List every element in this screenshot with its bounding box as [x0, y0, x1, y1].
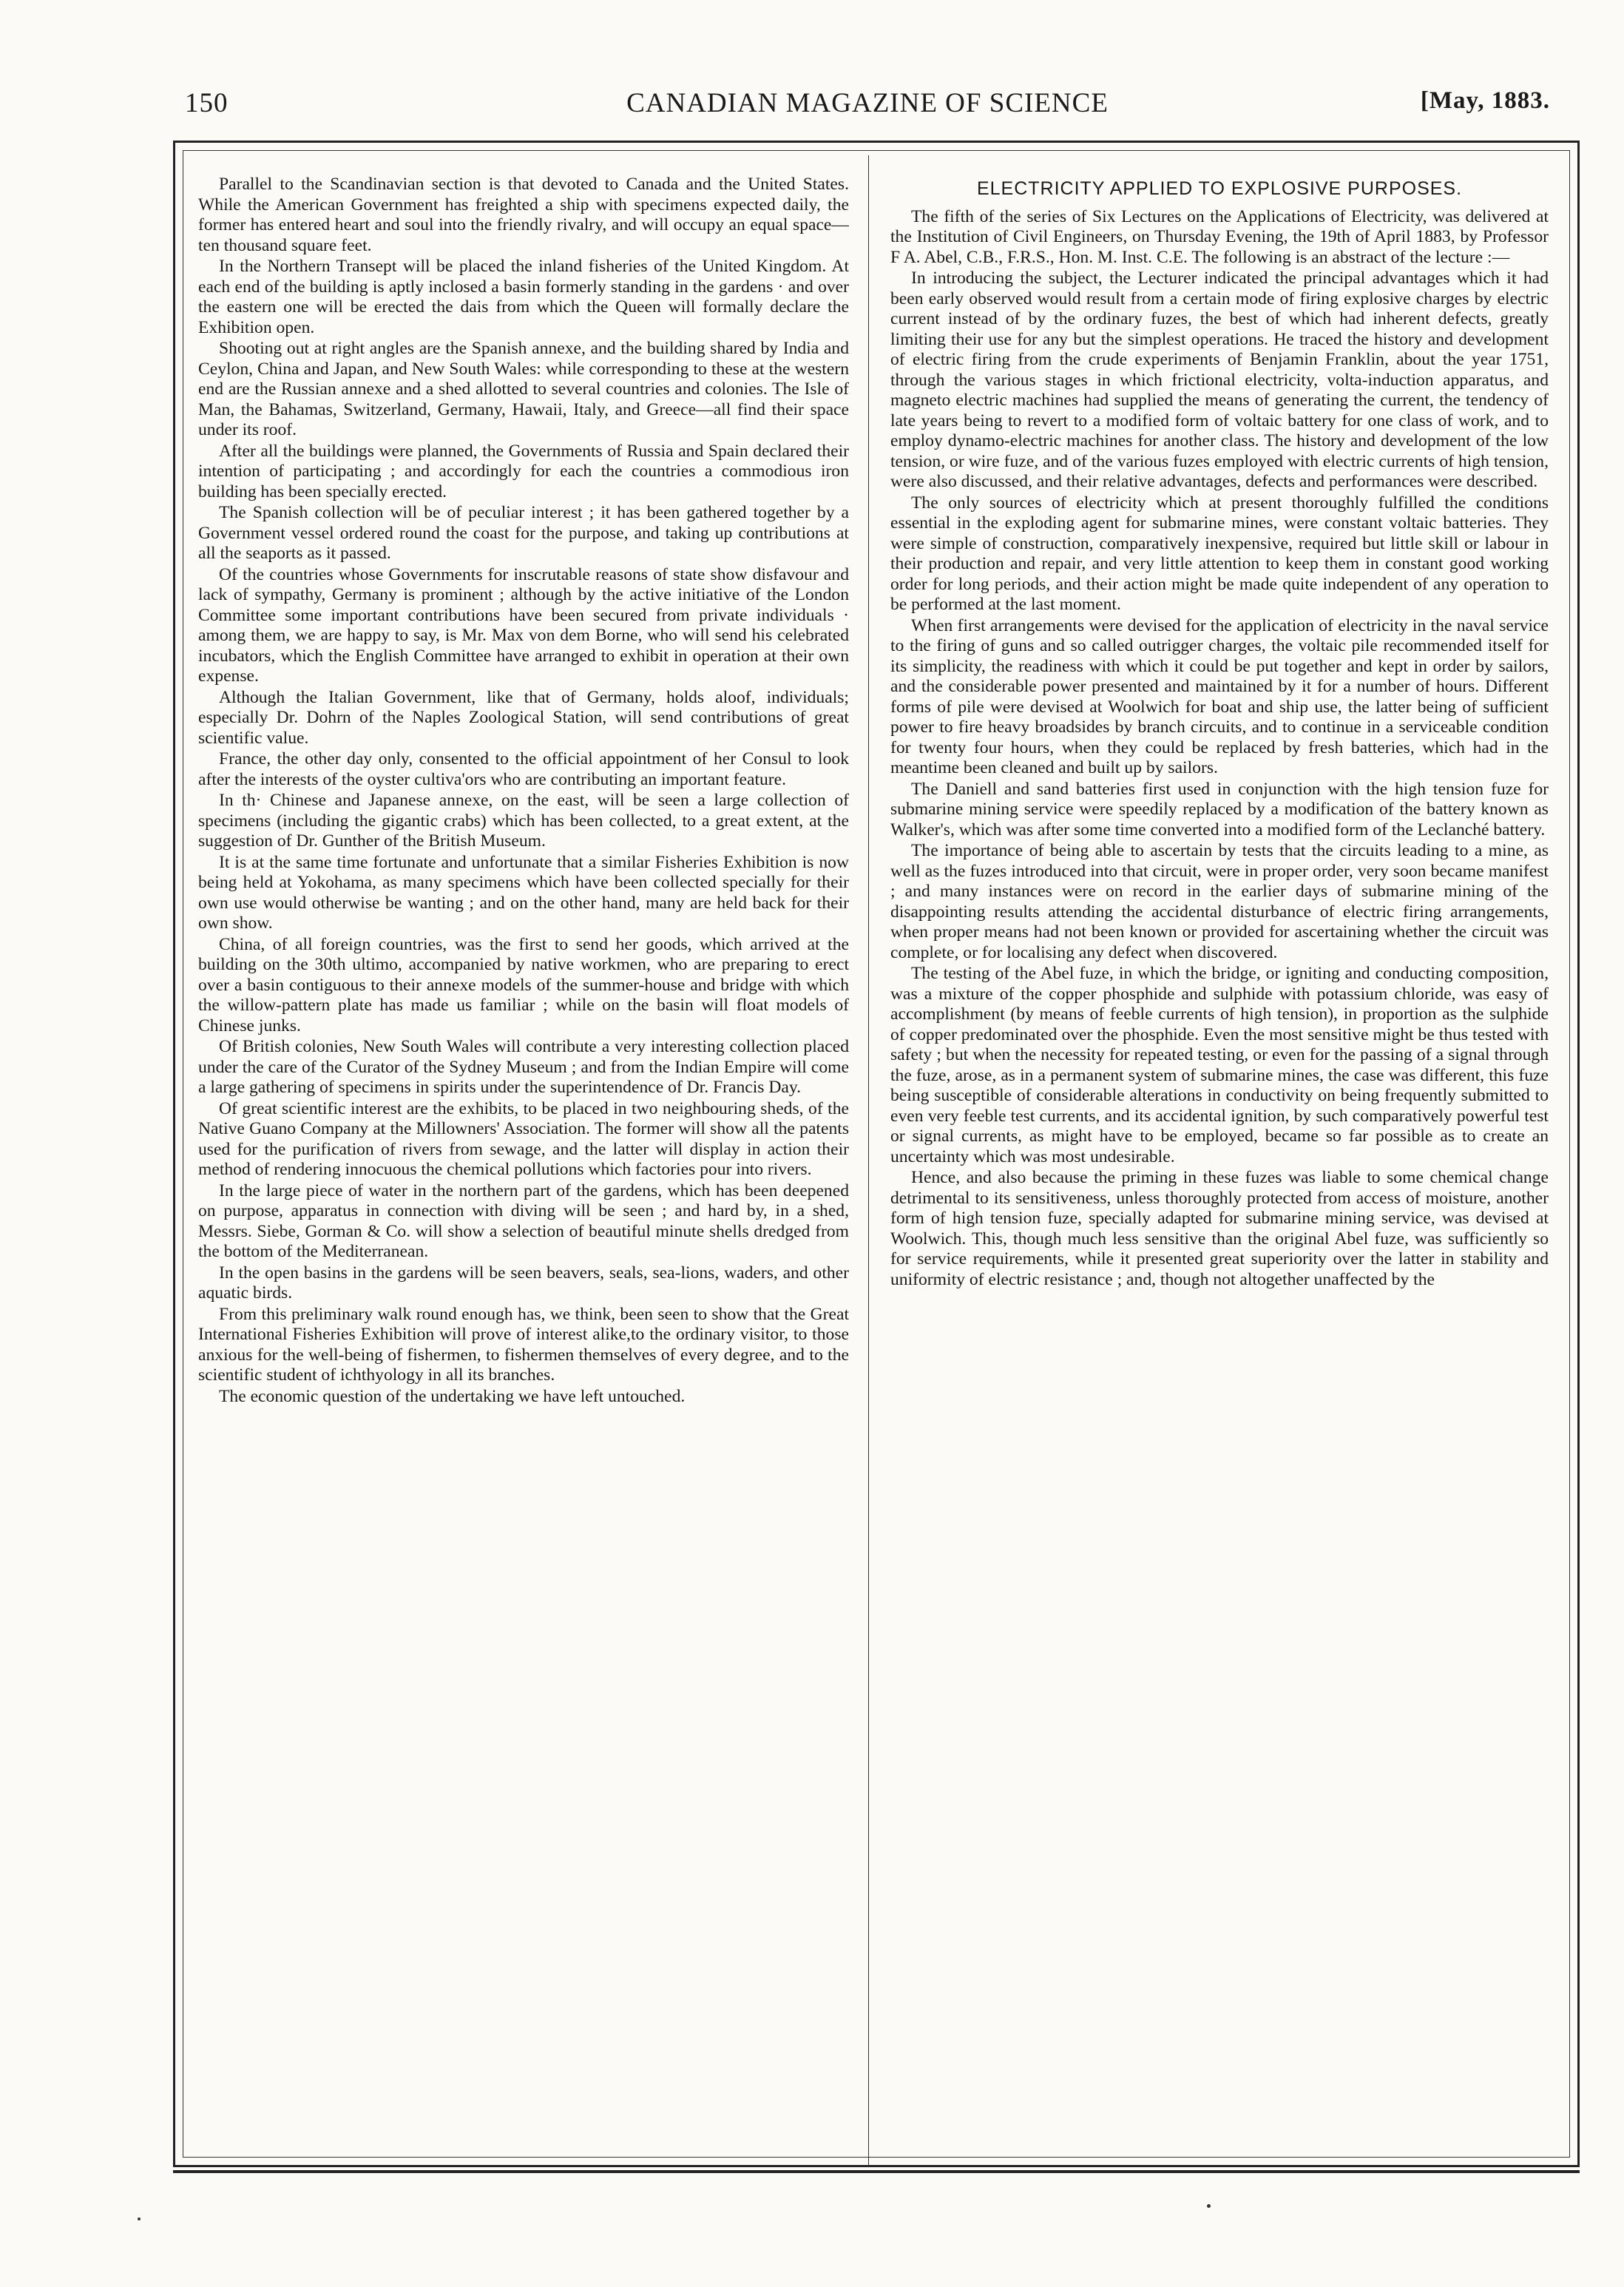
running-header [185, 87, 1550, 132]
right-paragraph: The Daniell and sand batteries first used in conjunction with the high tension fuze for submarine mining service were speedily replaced by a modification of the battery known as Walker's, which was after some time converted into a modified form of the Leclanché battery. [890, 779, 1549, 840]
left-paragraph: After all the buildings were planned, the Governments of Russia and Spain declared their intention of participating ; and accordingly for each the countries a commodious iron building has been specially erected. [198, 441, 849, 501]
left-paragraph: The economic question of the undertaking we have left untouched. [219, 1386, 686, 1406]
left-paragraph: Of great scientific interest are the exhibits, to be placed in two neighbouring sheds, of the Native Guano Company at the Millowners' Association. The former will show all the patents used for the purification of rivers from sewage, and the latter will display in action their method of rendering innocuous the chemical pollutions which factories pour into rivers. [198, 1098, 849, 1179]
article-title: ELECTRICITY APPLIED TO EXPLOSIVE PURPOSES. [976, 178, 1463, 199]
right-column [890, 175, 1549, 2154]
left-paragraph: In the Northern Transept will be placed the inland fisheries of the United Kingdom. At each end of the building is aptly inclosed a basin formerly standing in the gardens · and over the eastern one will be erected the dais from which the Queen will formally declare the Exhibition open. [198, 257, 849, 337]
left-column [198, 175, 849, 2154]
right-paragraph: In introducing the subject, the Lecturer indicated the principal advantages which it had been early observed would result from a certain mode of firing explosive charges by electric current instead of by the ordinary fuzes, the best of which had inherent defects, greatly limiting their use for any but the simplest operations. He traced the history and development of electric firing from the crude experiments of Benjamin Franklin, about the year 1751, through the various stages in which frictional electricity, volta-induction apparatus, and magneto electric machines had supplied the means of generating the current, the tendency of late years being to revert to a modified form of voltaic battery for one class of work, and to employ dynamo-electric machines for another class. The history and development of the low tension, or wire fuze, and of the various fuzes employed with electric currents of high tension, were also discussed, and their relative advantages, defects and performances were described. [890, 268, 1549, 491]
left-paragraph: France, the other day only, consented to the official appointment of her Consul to look after the interests of the oyster cultiva'ors who are contributing an important feature. [198, 749, 849, 789]
left-paragraph: In th· Chinese and Japanese annexe, on the east, will be seen a large collection of specimens (including the gigantic crabs) which has been collected, to a great extent, at the suggestion of Dr. Gunther of the British Museum. [198, 791, 849, 851]
right-paragraph: The fifth of the series of Six Lectures on the Applications of Electricity, was delivered at the Institution of Civil Engineers, on Thursday Evening, the 19th of April 1883, by Professor F A. Abel, C.B., F.R.S., Hon. M. Inst. C.E. The following is an abstract of the lecture :— [890, 206, 1549, 267]
right-paragraph: Hence, and also because the priming in these fuzes was liable to some chemical change detrimental to its sensitiveness, unless thoroughly protected from access of moisture, another form of high tension fuze, specially adapted for submarine mining service, was devised at Woolwich. This, though much less sensitive than the original Abel fuze, was sufficiently so for service requirements, while it presented great superiority over the latter in stability and uniformity of electric resistance ; and, though not altogether unaffected by the [890, 1168, 1549, 1289]
right-paragraph: When first arrangements were devised for the application of electricity in the naval service to the firing of guns and so called outrigger charges, the voltaic pile recommended itself for its simplicity, the readiness with which it could be put together and kept in order by sailors, and the considerable power presented and maintained by it for a number of hours. Different forms of pile were devised at Woolwich for boat and ship use, the latter being of sufficient power to fire heavy broadsides by branch circuits, and to continue in a serviceable condition for twenty four hours, when they could be replaced by fresh batteries, which had in the meantime been cleaned and built up by sailors. [890, 615, 1549, 777]
left-paragraph: Of the countries whose Governments for inscrutable reasons of state show disfavour and lack of sympathy, Germany is prominent ; although by the active initiative of the London Committee some important contributions have been secured from private individuals · among them, we are happy to say, is Mr. Max von dem Borne, who will send his celebrated incubators, which the English Committee have arranged to exhibit in operation at their own expense. [198, 564, 849, 686]
running-title: CANADIAN MAGAZINE OF SCIENCE [626, 88, 1109, 118]
column-divider [868, 155, 869, 2167]
right-paragraph: The testing of the Abel fuze, in which the bridge, or igniting and conducting composition, was a mixture of the copper phosphide and sulphide with potassium chloride, was easy of accomplishment (by means of feeble currents of high tension), in proportion as the sulphide of copper predominated over the phosphide. Even the most sensitive might be thus tested with safety ; but when the necessity for repeated testing, or even for the passing of a signal through the fuze, arose, as in a permanent system of submarine mines, the case was different, this fuze being susceptible of considerable alterations in conductivity on being frequently submitted to even very feeble test currents, and its accidental ignition, by such comparatively powerful test or signal currents, as might have to be employed, became so far possible as to create an uncertainty which was most undesirable. [890, 964, 1549, 1166]
right-paragraph: The importance of being able to ascertain by tests that the circuits leading to a mine, as well as the fuzes introduced into that circuit, were in proper order, very soon became manifest ; and many instances were on record in the earlier days of submarine mining of the disappointing results attending the accidental disturbance of electric firing arrangements, when proper means had not been known or provided for ascertaining whether the circuit was complete, or for localising any defect when discovered. [890, 841, 1549, 962]
ink-speck [138, 2217, 141, 2220]
issue-date: [May, 1883. [1420, 87, 1550, 114]
left-paragraph: From this preliminary walk round enough has, we think, been seen to show that the Great International Fisheries Exhibition will prove of interest alike,to the ordinary visitor, to those anxious for the well-being of fishermen, to fishermen themselves of every degree, and to the scientific student of ichthyology in all its branches. [198, 1304, 849, 1385]
left-paragraph: The Spanish collection will be of peculiar interest ; it has been gathered together by a Government vessel ordered round the coast for the purpose, and taking up contributions at all the seaports as it passed. [198, 503, 849, 563]
left-paragraph: In the open basins in the gardens will be seen beavers, seals, sea-lions, waders, and other aquatic birds. [198, 1263, 849, 1303]
bottom-rule [173, 2170, 1580, 2173]
left-paragraph: In the large piece of water in the northern part of the gardens, which has been deepened on purpose, apparatus in connection with diving will be seen ; and hard by, in a shed, Messrs. Siebe, Gorman & Co. will show a selection of beautiful minute shells dredged from the bottom of the Mediterranean. [198, 1180, 849, 1261]
page-number: 150 [185, 88, 229, 118]
left-paragraph: Shooting out at right angles are the Spanish annexe, and the building shared by India and Ceylon, China and Japan, and New South Wales: while corresponding to these at the western end are the Russian annexe and a shed allotted to several countries and colonies. The Isle of Man, the Bahamas, Switzerland, Germany, Hawaii, Italy, and Greece—all find their space under its roof. [198, 339, 849, 439]
right-paragraph: The only sources of electricity which at present thoroughly fulfilled the conditions essential in the exploding agent for submarine mines, were constant voltaic batteries. They were simple of construction, comparatively inexpensive, required but little skill or labour in their production and repair, and very little attention to keep them in constant good working order for long periods, and their action might be made quite independent of any operation to be performed at the last moment. [890, 493, 1549, 614]
left-paragraph: Although the Italian Government, like that of Germany, holds aloof, individuals; especially Dr. Dohrn of the Naples Zoological Station, will send contributions of great scientific value. [198, 687, 849, 748]
ink-speck [1207, 2204, 1211, 2208]
left-paragraph: Of British colonies, New South Wales will contribute a very interesting collection placed under the care of the Curator of the Sydney Museum ; and from the Indian Empire will come a large gathering of specimens in spirits under the superintendence of Dr. Francis Day. [198, 1037, 849, 1097]
left-paragraph: It is at the same time fortunate and unfortunate that a similar Fisheries Exhibition is now being held at Yokohama, as many specimens which have been collected specially for their own use would otherwise be wanting ; and on the other hand, many are held back for their own show. [198, 852, 849, 933]
left-paragraph: China, of all foreign countries, was the first to send her goods, which arrived at the building on the 30th ultimo, accompanied by native workmen, who are preparing to erect over a basin contiguous to their annexe models of the summer-house and bridge with which the willow-pattern plate has made us familiar ; while on the basin will float models of Chinese junks. [198, 934, 849, 1036]
left-paragraph: Parallel to the Scandinavian section is that devoted to Canada and the United States. While the American Government has freighted a ship with specimens expected daily, the former has entered heart and soul into the friendly rivalry, and will occupy an equal space—ten thousand square feet. [198, 175, 849, 255]
